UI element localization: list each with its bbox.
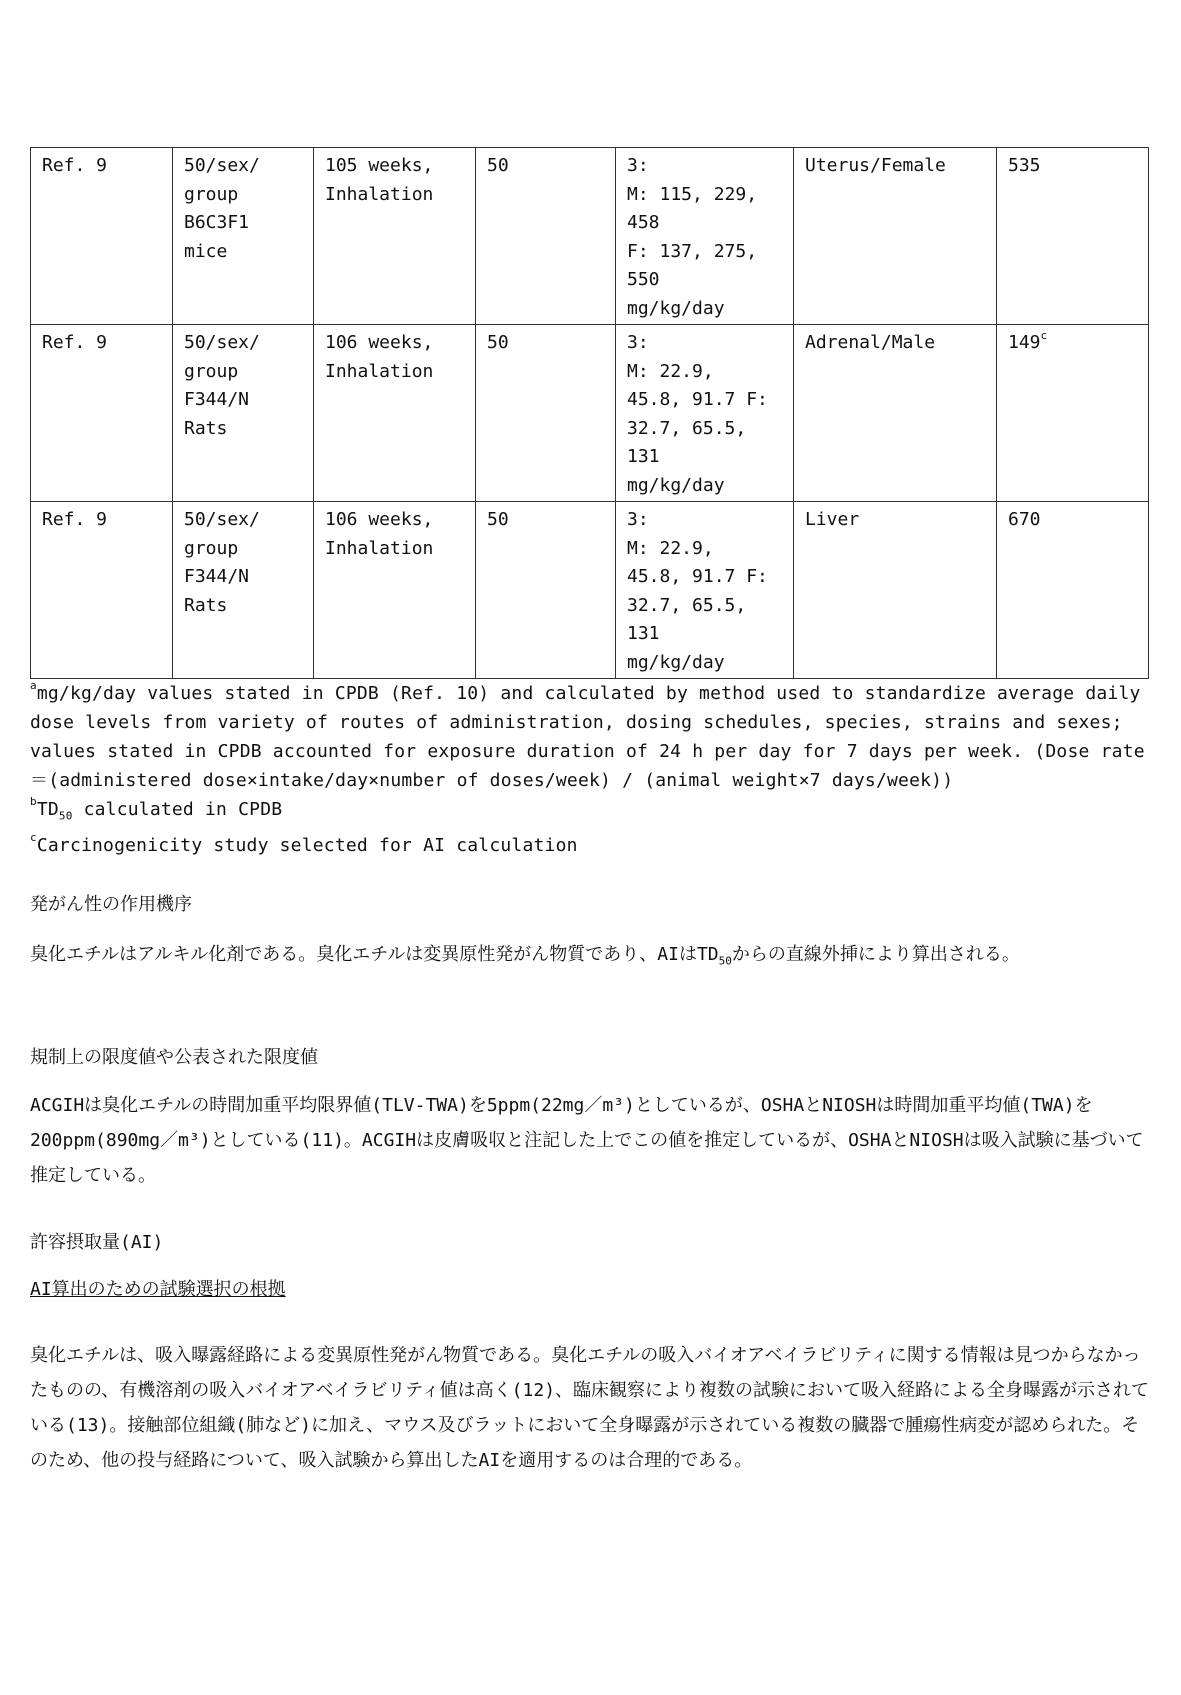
cell-td50 xyxy=(997,325,1149,502)
controls-text: 50 xyxy=(487,332,509,353)
site-text: Liver xyxy=(805,509,860,530)
cell-td50 xyxy=(997,148,1149,325)
ai-subheading: AI算出のための試験選択の根拠 xyxy=(30,1279,286,1300)
duration-text: 106 weeks, Inhalation xyxy=(325,509,434,559)
cell-ref xyxy=(31,502,173,679)
ai-paragraph: 臭化エチルは、吸入曝露経路による変異原性発がん物質である。臭化エチルの吸入バイオアベイラビリティに関する情報は見つからなかったものの、有機溶剤の吸入バイオアベイラビリティ値は高く(12)、臨床観察により複数の試験において吸入経路による全身曝露が示されている(13)。接触部位組織(肺など)に加え、マウス及びラットにおいて全身曝露が示されている複数の臓器で腫瘍性病変が認められた。そのため、他の投与経路について、吸入試験から算出したAIを適用するのは合理的である。 xyxy=(30,1345,1150,1471)
animals-text: 50/sex/ group B6C3F1 mice xyxy=(184,155,260,262)
site-text: Adrenal/Male xyxy=(805,332,936,353)
limits-heading: 規制上の限度値や公表された限度値 xyxy=(30,1047,318,1068)
cell-td50 xyxy=(997,502,1149,679)
cell-duration xyxy=(314,148,476,325)
footnote-b: $^bTD_{50}$ calculated in CPDB xyxy=(30,795,283,823)
moa-heading: 発がん性の作用機序 xyxy=(30,894,192,915)
td50-text: 670 xyxy=(1008,509,1041,530)
limits-paragraph: ACGIHは臭化エチルの時間加重平均限界値(TLV-TWA)を5ppm(22mg／m³)としているが、OSHAとNIOSHは時間加重平均値(TWA)を200ppm(890mg／m³)としている(11)。ACGIHは皮膚吸収と注記した上でこの値を推定しているが、OSHAとNIOSHは吸入試験に基づいて推定している。 xyxy=(30,1095,1144,1186)
ai-heading: 許容摂取量(AI) xyxy=(30,1232,164,1253)
cell-doses xyxy=(616,148,794,325)
duration-text: 105 weeks, Inhalation xyxy=(325,155,434,205)
site-text: Uterus/Female xyxy=(805,155,946,176)
doses-text: 3: M: 115, 229, 458 F: 137, 275, 550 mg/kg/day xyxy=(627,155,758,319)
duration-text: 106 weeks, Inhalation xyxy=(325,332,434,382)
controls-text: 50 xyxy=(487,509,509,530)
doses-text: 3: M: 22.9, 45.8, 91.7 F: 32.7, 65.5, 131 mg/kg/day xyxy=(627,332,768,496)
cell-animals xyxy=(173,325,314,502)
carcinogenicity-table xyxy=(30,147,1149,679)
cell-controls xyxy=(476,148,616,325)
cell-site xyxy=(794,325,997,502)
table-footnotes xyxy=(30,679,1150,860)
cell-duration xyxy=(314,502,476,679)
carcinogenicity-table-section xyxy=(30,147,1150,679)
td50-text: 535 xyxy=(1008,155,1041,176)
table-row xyxy=(31,148,1149,325)
cell-site xyxy=(794,148,997,325)
cell-doses xyxy=(616,325,794,502)
table-row xyxy=(31,502,1149,679)
cell-ref xyxy=(31,148,173,325)
td50-text: 149 xyxy=(1008,332,1041,353)
animals-text: 50/sex/ group F344/N Rats xyxy=(184,332,260,439)
ref-text: Ref. 9 xyxy=(42,155,108,176)
cell-duration xyxy=(314,325,476,502)
footnote-mark: c xyxy=(1040,329,1048,342)
footnote-c: $^c$Carcinogenicity study selected for AI calculation xyxy=(30,830,578,856)
footnote-a: $^a$mg/kg/day values stated in CPDB (Ref. 10) and calculated by method used to standardize average daily dose levels from variety of routes of administration, dosing schedules, species, strains and sexes; values stated in CPDB accounted for exposure duration of 24 h per day for 7 days per week. (Dose rate ＝(administered dose×intake/day×number of doses/week) / (animal weight×7 days/week)) xyxy=(30,679,1145,791)
animals-text: 50/sex/ group F344/N Rats xyxy=(184,509,260,616)
controls-text: 50 xyxy=(487,155,509,176)
moa-paragraph: 臭化エチルはアルキル化剤である。臭化エチルは変異原性発がん物質であり、AIは$TD_{50}$からの直線外挿により算出される。 xyxy=(30,944,1020,968)
cell-site xyxy=(794,502,997,679)
cell-doses xyxy=(616,502,794,679)
cell-animals xyxy=(173,148,314,325)
cell-ref xyxy=(31,325,173,502)
cell-animals xyxy=(173,502,314,679)
ref-text: Ref. 9 xyxy=(42,509,108,530)
doses-text: 3: M: 22.9, 45.8, 91.7 F: 32.7, 65.5, 131 mg/kg/day xyxy=(627,509,768,673)
table-row xyxy=(31,325,1149,502)
ref-text: Ref. 9 xyxy=(42,332,108,353)
cell-controls xyxy=(476,325,616,502)
cell-controls xyxy=(476,502,616,679)
